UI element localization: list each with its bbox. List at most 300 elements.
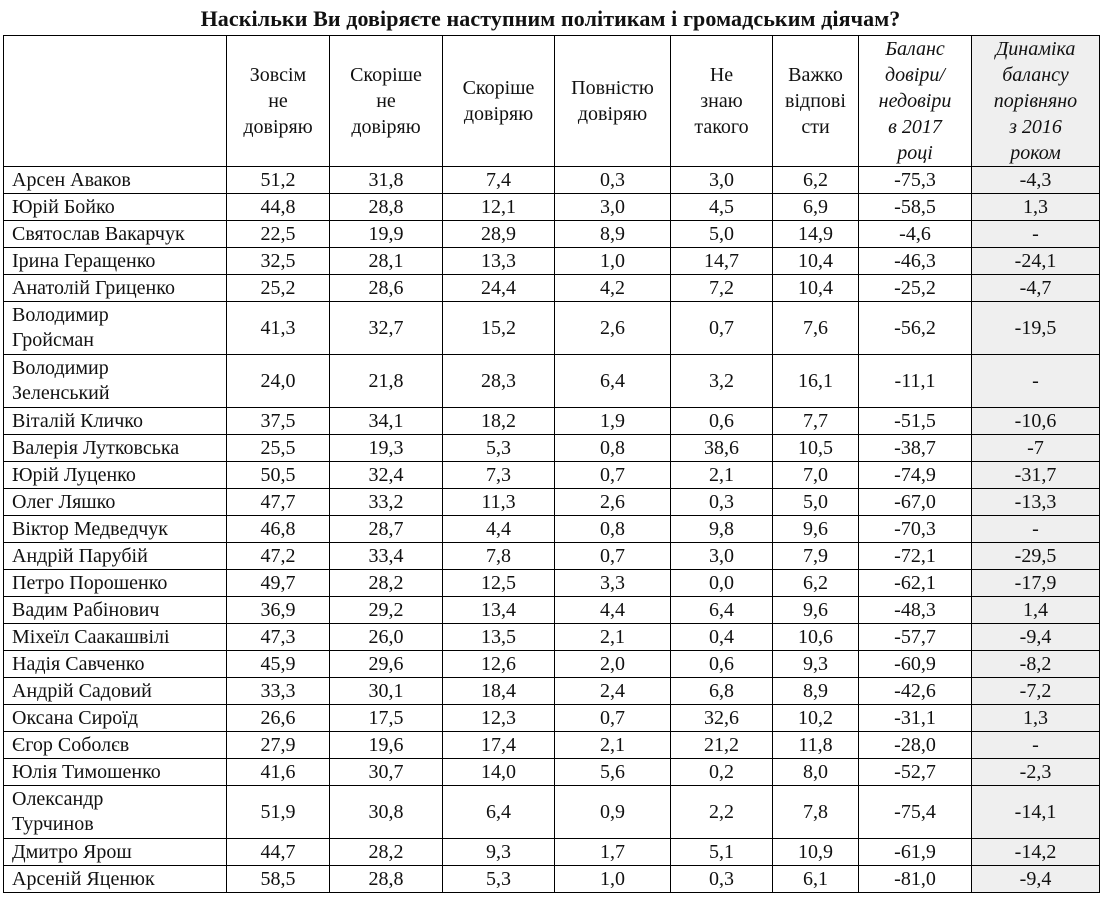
politician-name-cell — [4, 759, 227, 786]
politician-name-cell — [4, 839, 227, 866]
value-cell: 51,9 — [227, 786, 330, 839]
value-cell: 47,2 — [227, 543, 330, 570]
value-cell: 37,5 — [227, 408, 330, 435]
value-cell: -31,7 — [972, 462, 1100, 489]
column-header-line: знаю — [700, 90, 743, 112]
value-cell: 9,3 — [443, 839, 555, 866]
value-cell: 0,7 — [555, 462, 671, 489]
value-cell: 8,0 — [773, 759, 859, 786]
value-cell: 26,6 — [227, 705, 330, 732]
table-row — [4, 678, 1100, 705]
table-row — [4, 194, 1100, 221]
value-cell: -14,2 — [972, 839, 1100, 866]
value-cell: 29,6 — [330, 651, 443, 678]
value-cell: 47,3 — [227, 624, 330, 651]
value-cell: -31,1 — [859, 705, 972, 732]
value-cell: 33,3 — [227, 678, 330, 705]
column-header-line: довіри/ — [885, 64, 945, 86]
value-cell: 0,3 — [671, 489, 773, 516]
column-header-6 — [773, 36, 859, 167]
politician-name-line: Міхеїл Саакашвілі — [12, 625, 170, 648]
value-cell: -75,3 — [859, 167, 972, 194]
value-cell: 1,4 — [972, 597, 1100, 624]
column-header-line: довіряю — [463, 103, 534, 125]
value-cell: 10,6 — [773, 624, 859, 651]
value-cell: -67,0 — [859, 489, 972, 516]
trust-table — [3, 35, 1100, 893]
politician-name-cell — [4, 462, 227, 489]
value-cell: 11,3 — [443, 489, 555, 516]
column-header-line: році — [897, 142, 933, 164]
value-cell: -57,7 — [859, 624, 972, 651]
value-cell: -10,6 — [972, 408, 1100, 435]
value-cell: 32,4 — [330, 462, 443, 489]
value-cell: - — [972, 732, 1100, 759]
value-cell: 12,3 — [443, 705, 555, 732]
politician-name-cell — [4, 275, 227, 302]
politician-name-line: Віталій Кличко — [12, 409, 143, 432]
value-cell: 41,6 — [227, 759, 330, 786]
politician-name-cell — [4, 543, 227, 570]
politician-name-line: Юрій Бойко — [12, 195, 115, 218]
value-cell: 4,5 — [671, 194, 773, 221]
value-cell: 41,3 — [227, 302, 330, 355]
value-cell: 7,6 — [773, 302, 859, 355]
column-header-line: з 2016 — [1009, 116, 1062, 138]
value-cell: 28,1 — [330, 248, 443, 275]
table-row — [4, 866, 1100, 893]
value-cell: 25,2 — [227, 275, 330, 302]
value-cell: 17,4 — [443, 732, 555, 759]
value-cell: -2,3 — [972, 759, 1100, 786]
value-cell: 2,0 — [555, 651, 671, 678]
politician-name-line: Олег Ляшко — [12, 490, 116, 513]
value-cell: 47,7 — [227, 489, 330, 516]
value-cell: - — [972, 355, 1100, 408]
value-cell: 0,0 — [671, 570, 773, 597]
value-cell: -24,1 — [972, 248, 1100, 275]
politician-name-line: Віктор Медведчук — [12, 517, 169, 540]
table-row — [4, 462, 1100, 489]
column-header-line: сти — [801, 116, 830, 138]
politician-name-cell — [4, 248, 227, 275]
value-cell: 28,7 — [330, 516, 443, 543]
value-cell: 30,8 — [330, 786, 443, 839]
value-cell: 33,2 — [330, 489, 443, 516]
value-cell: 10,5 — [773, 435, 859, 462]
value-cell: 25,5 — [227, 435, 330, 462]
politician-name-cell — [4, 624, 227, 651]
politician-name-cell — [4, 489, 227, 516]
value-cell: 0,3 — [555, 167, 671, 194]
value-cell: 14,0 — [443, 759, 555, 786]
column-header-line: не — [268, 90, 288, 112]
value-cell: 2,1 — [671, 462, 773, 489]
value-cell: 13,5 — [443, 624, 555, 651]
value-cell: -4,7 — [972, 275, 1100, 302]
table-row — [4, 839, 1100, 866]
value-cell: -14,1 — [972, 786, 1100, 839]
value-cell: 3,2 — [671, 355, 773, 408]
value-cell: 21,8 — [330, 355, 443, 408]
value-cell: 0,7 — [555, 543, 671, 570]
column-header-8 — [972, 36, 1100, 167]
politician-name-cell — [4, 678, 227, 705]
politician-name-line: Андрій Парубій — [12, 544, 148, 567]
column-header-line: Важко — [788, 64, 843, 86]
value-cell: -9,4 — [972, 624, 1100, 651]
table-row — [4, 516, 1100, 543]
value-cell: -42,6 — [859, 678, 972, 705]
value-cell: 8,9 — [555, 221, 671, 248]
politician-name-cell — [4, 597, 227, 624]
value-cell: 32,6 — [671, 705, 773, 732]
value-cell: 17,5 — [330, 705, 443, 732]
column-header-line: порівняно — [993, 90, 1078, 112]
value-cell: -81,0 — [859, 866, 972, 893]
value-cell: -75,4 — [859, 786, 972, 839]
table-row — [4, 302, 1100, 355]
column-header-line: роком — [1010, 142, 1061, 164]
column-header-line: довіряю — [243, 116, 313, 138]
column-header-line: Скоріше — [462, 77, 535, 99]
value-cell: 6,4 — [671, 597, 773, 624]
politician-name-cell — [4, 221, 227, 248]
value-cell: 7,8 — [443, 543, 555, 570]
value-cell: 13,4 — [443, 597, 555, 624]
value-cell: 22,5 — [227, 221, 330, 248]
value-cell: 24,4 — [443, 275, 555, 302]
politician-name-line: Зеленський — [12, 382, 110, 404]
value-cell: -7 — [972, 435, 1100, 462]
politician-name-line: Олександр — [12, 788, 104, 810]
value-cell: 1,0 — [555, 248, 671, 275]
value-cell: -48,3 — [859, 597, 972, 624]
column-header-line: довіряю — [351, 116, 421, 138]
value-cell: 9,6 — [773, 597, 859, 624]
table-row — [4, 624, 1100, 651]
value-cell: -74,9 — [859, 462, 972, 489]
column-header-7 — [859, 36, 972, 167]
value-cell: 51,2 — [227, 167, 330, 194]
table-row — [4, 543, 1100, 570]
value-cell: 11,8 — [773, 732, 859, 759]
value-cell: -29,5 — [972, 543, 1100, 570]
politician-name-line: Валерія Лутковська — [12, 436, 180, 459]
table-row — [4, 248, 1100, 275]
politician-name-line: Арсеній Яценюк — [12, 867, 155, 890]
value-cell: -17,9 — [972, 570, 1100, 597]
column-header-line: довіряю — [577, 103, 648, 125]
value-cell: 13,3 — [443, 248, 555, 275]
value-cell: 9,3 — [773, 651, 859, 678]
value-cell: -58,5 — [859, 194, 972, 221]
value-cell: 29,2 — [330, 597, 443, 624]
value-cell: 2,4 — [555, 678, 671, 705]
table-row — [4, 408, 1100, 435]
value-cell: 46,8 — [227, 516, 330, 543]
value-cell: 30,1 — [330, 678, 443, 705]
column-header-line: Повністю — [571, 77, 654, 99]
value-cell: 14,7 — [671, 248, 773, 275]
value-cell: 28,8 — [330, 866, 443, 893]
column-header-line: не — [376, 90, 396, 112]
value-cell: 1,3 — [972, 194, 1100, 221]
value-cell: 8,9 — [773, 678, 859, 705]
table-row — [4, 786, 1100, 839]
value-cell: 32,7 — [330, 302, 443, 355]
value-cell: 58,5 — [227, 866, 330, 893]
value-cell: 7,3 — [443, 462, 555, 489]
table-row — [4, 651, 1100, 678]
value-cell: 2,1 — [555, 732, 671, 759]
value-cell: 4,4 — [555, 597, 671, 624]
column-header-3 — [443, 36, 555, 167]
value-cell: 10,4 — [773, 275, 859, 302]
value-cell: -4,6 — [859, 221, 972, 248]
value-cell: 6,4 — [443, 786, 555, 839]
header-corner-cell — [4, 36, 227, 167]
politician-name-line: Вадим Рабінович — [12, 598, 160, 621]
politician-name-line: Юрій Луценко — [12, 463, 136, 486]
column-header-5 — [671, 36, 773, 167]
value-cell: 45,9 — [227, 651, 330, 678]
value-cell: 28,2 — [330, 570, 443, 597]
value-cell: 0,3 — [671, 866, 773, 893]
value-cell: 19,9 — [330, 221, 443, 248]
politician-name-cell — [4, 651, 227, 678]
value-cell: 28,8 — [330, 194, 443, 221]
value-cell: 10,4 — [773, 248, 859, 275]
value-cell: 5,1 — [671, 839, 773, 866]
value-cell: -60,9 — [859, 651, 972, 678]
value-cell: 12,1 — [443, 194, 555, 221]
value-cell: 7,9 — [773, 543, 859, 570]
value-cell: 18,2 — [443, 408, 555, 435]
table-row — [4, 489, 1100, 516]
politician-name-cell — [4, 705, 227, 732]
value-cell: 5,6 — [555, 759, 671, 786]
value-cell: 10,9 — [773, 839, 859, 866]
politician-name-cell — [4, 302, 227, 355]
column-header-line: Зовсім — [249, 64, 307, 86]
value-cell: -62,1 — [859, 570, 972, 597]
column-header-line: Не — [709, 64, 734, 86]
value-cell: -38,7 — [859, 435, 972, 462]
value-cell: 7,7 — [773, 408, 859, 435]
value-cell: 7,4 — [443, 167, 555, 194]
value-cell: -7,2 — [972, 678, 1100, 705]
value-cell: 14,9 — [773, 221, 859, 248]
value-cell: -70,3 — [859, 516, 972, 543]
politician-name-cell — [4, 194, 227, 221]
table-row — [4, 435, 1100, 462]
value-cell: 3,0 — [555, 194, 671, 221]
value-cell: 24,0 — [227, 355, 330, 408]
value-cell: 26,0 — [330, 624, 443, 651]
politician-name-line: Надія Савченко — [12, 652, 145, 675]
value-cell: 32,5 — [227, 248, 330, 275]
value-cell: 4,4 — [443, 516, 555, 543]
table-row — [4, 705, 1100, 732]
value-cell: 16,1 — [773, 355, 859, 408]
value-cell: 0,7 — [671, 302, 773, 355]
value-cell: 33,4 — [330, 543, 443, 570]
column-header-line: Баланс — [885, 38, 945, 60]
politician-name-line: Дмитро Ярош — [12, 840, 132, 863]
column-header-line: в 2017 — [888, 116, 942, 138]
value-cell: 1,7 — [555, 839, 671, 866]
politician-name-cell — [4, 408, 227, 435]
value-cell: 0,7 — [555, 705, 671, 732]
value-cell: 44,7 — [227, 839, 330, 866]
value-cell: 2,1 — [555, 624, 671, 651]
value-cell: 15,2 — [443, 302, 555, 355]
value-cell: -28,0 — [859, 732, 972, 759]
value-cell: -25,2 — [859, 275, 972, 302]
politician-name-line: Петро Порошенко — [12, 571, 168, 594]
table-row — [4, 167, 1100, 194]
value-cell: 5,0 — [671, 221, 773, 248]
value-cell: 7,8 — [773, 786, 859, 839]
header-row — [4, 36, 1100, 167]
politician-name-cell — [4, 435, 227, 462]
value-cell: 5,0 — [773, 489, 859, 516]
value-cell: 31,8 — [330, 167, 443, 194]
value-cell: 6,2 — [773, 570, 859, 597]
value-cell: 0,4 — [671, 624, 773, 651]
value-cell: -72,1 — [859, 543, 972, 570]
politician-name-line: Арсен Аваков — [12, 168, 131, 191]
value-cell: 3,0 — [671, 167, 773, 194]
politician-name-line: Андрій Садовий — [12, 679, 152, 702]
value-cell: 6,4 — [555, 355, 671, 408]
politician-name-line: Оксана Сироїд — [12, 706, 139, 729]
table-row — [4, 570, 1100, 597]
value-cell: 28,2 — [330, 839, 443, 866]
column-header-line: Динаміка — [995, 38, 1076, 60]
value-cell: 30,7 — [330, 759, 443, 786]
table-row — [4, 597, 1100, 624]
politician-name-cell — [4, 732, 227, 759]
value-cell: 5,3 — [443, 435, 555, 462]
value-cell: 49,7 — [227, 570, 330, 597]
value-cell: 0,8 — [555, 435, 671, 462]
value-cell: 2,6 — [555, 302, 671, 355]
value-cell: 2,6 — [555, 489, 671, 516]
value-cell: -56,2 — [859, 302, 972, 355]
value-cell: 6,2 — [773, 167, 859, 194]
value-cell: - — [972, 516, 1100, 543]
value-cell: 6,8 — [671, 678, 773, 705]
politician-name-cell — [4, 355, 227, 408]
value-cell: 9,8 — [671, 516, 773, 543]
value-cell: - — [972, 221, 1100, 248]
value-cell: 1,9 — [555, 408, 671, 435]
table-row — [4, 732, 1100, 759]
value-cell: 28,9 — [443, 221, 555, 248]
table-row — [4, 759, 1100, 786]
value-cell: 6,9 — [773, 194, 859, 221]
politician-name-line: Володимир — [12, 304, 109, 326]
politician-name-cell — [4, 516, 227, 543]
column-header-line: такого — [694, 116, 749, 138]
politician-name-cell — [4, 786, 227, 839]
value-cell: 18,4 — [443, 678, 555, 705]
value-cell: 10,2 — [773, 705, 859, 732]
politician-name-line: Ірина Геращенко — [12, 249, 156, 272]
value-cell: 5,3 — [443, 866, 555, 893]
value-cell: -46,3 — [859, 248, 972, 275]
value-cell: 28,3 — [443, 355, 555, 408]
politician-name-line: Турчинов — [12, 813, 94, 835]
politician-name-line: Юлія Тимошенко — [12, 760, 161, 783]
value-cell: 12,6 — [443, 651, 555, 678]
politician-name-line: Анатолій Гриценко — [12, 276, 175, 299]
value-cell: 3,0 — [671, 543, 773, 570]
politician-name-cell — [4, 866, 227, 893]
table-row — [4, 221, 1100, 248]
column-header-line: відпові — [785, 90, 846, 112]
value-cell: 7,2 — [671, 275, 773, 302]
value-cell: 0,9 — [555, 786, 671, 839]
table-row — [4, 355, 1100, 408]
value-cell: 28,6 — [330, 275, 443, 302]
value-cell: -52,7 — [859, 759, 972, 786]
table-body — [4, 167, 1100, 893]
value-cell: 4,2 — [555, 275, 671, 302]
value-cell: 12,5 — [443, 570, 555, 597]
value-cell: -61,9 — [859, 839, 972, 866]
value-cell: -8,2 — [972, 651, 1100, 678]
value-cell: 27,9 — [227, 732, 330, 759]
value-cell: -13,3 — [972, 489, 1100, 516]
politician-name-cell — [4, 167, 227, 194]
value-cell: 1,3 — [972, 705, 1100, 732]
value-cell: 21,2 — [671, 732, 773, 759]
value-cell: 0,6 — [671, 651, 773, 678]
value-cell: 9,6 — [773, 516, 859, 543]
value-cell: -9,4 — [972, 866, 1100, 893]
table-row — [4, 275, 1100, 302]
value-cell: 2,2 — [671, 786, 773, 839]
value-cell: 36,9 — [227, 597, 330, 624]
column-header-line: Скоріше — [350, 64, 422, 86]
value-cell: 34,1 — [330, 408, 443, 435]
value-cell: -51,5 — [859, 408, 972, 435]
politician-name-line: Гройсман — [12, 329, 94, 351]
value-cell: 6,1 — [773, 866, 859, 893]
value-cell: -11,1 — [859, 355, 972, 408]
politician-name-line: Святослав Вакарчук — [12, 222, 185, 245]
column-header-1 — [227, 36, 330, 167]
value-cell: 19,3 — [330, 435, 443, 462]
value-cell: 0,8 — [555, 516, 671, 543]
politician-name-line: Володимир — [12, 357, 109, 379]
value-cell: -4,3 — [972, 167, 1100, 194]
politician-name-cell — [4, 570, 227, 597]
value-cell: 3,3 — [555, 570, 671, 597]
value-cell: 44,8 — [227, 194, 330, 221]
value-cell: 38,6 — [671, 435, 773, 462]
column-header-line: балансу — [1002, 64, 1069, 86]
value-cell: 0,6 — [671, 408, 773, 435]
value-cell: 19,6 — [330, 732, 443, 759]
value-cell: 1,0 — [555, 866, 671, 893]
table-title: Наскільки Ви довіряєте наступним політикам і громадським діячам? — [200, 6, 901, 31]
value-cell: -19,5 — [972, 302, 1100, 355]
column-header-line: недовіри — [878, 90, 952, 112]
